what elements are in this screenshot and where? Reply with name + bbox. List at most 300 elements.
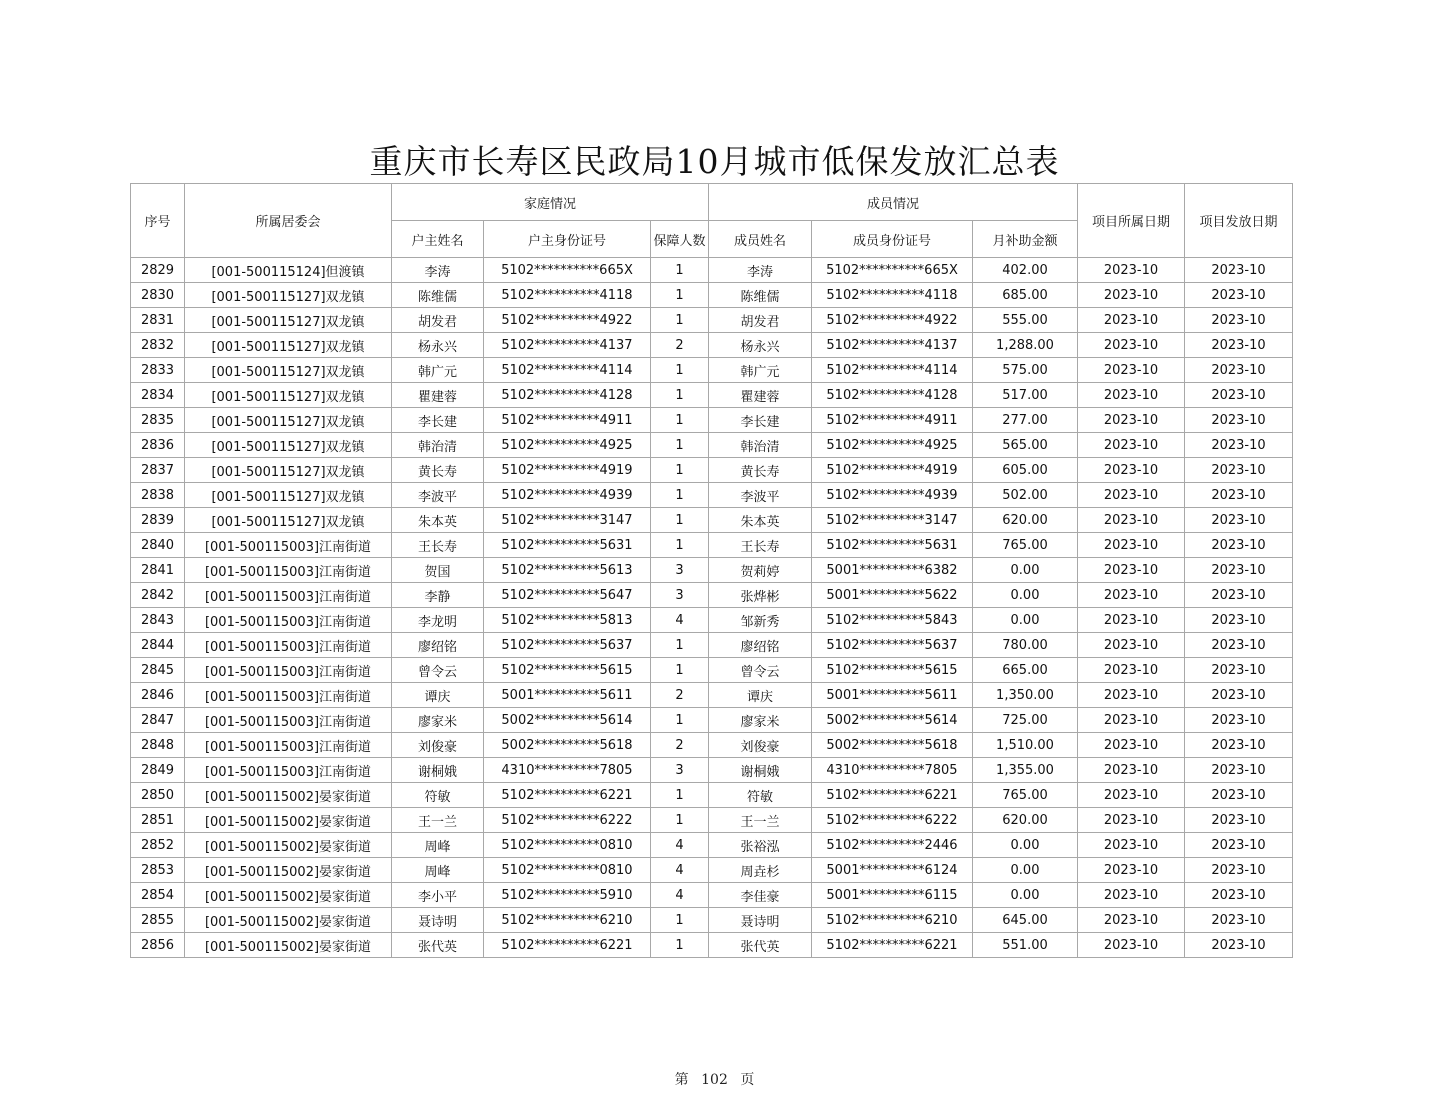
cell-issue-date: 2023-10 xyxy=(1185,533,1293,558)
cell-member-id: 5001**********5611 xyxy=(812,683,973,708)
cell-seq: 2848 xyxy=(131,733,185,758)
cell-project-date: 2023-10 xyxy=(1078,583,1185,608)
cell-member-name: 胡发君 xyxy=(709,308,812,333)
table-row xyxy=(131,258,1293,283)
cell-insured-count: 1 xyxy=(651,458,709,483)
cell-head-id: 5102**********4911 xyxy=(484,408,651,433)
cell-head-id: 5001**********5611 xyxy=(484,683,651,708)
table-row xyxy=(131,408,1293,433)
cell-committee: [001-500115002]晏家街道 xyxy=(185,833,392,858)
cell-issue-date: 2023-10 xyxy=(1185,683,1293,708)
cell-member-id: 5102**********4128 xyxy=(812,383,973,408)
cell-head-id: 5102**********0810 xyxy=(484,833,651,858)
cell-monthly-subsidy: 277.00 xyxy=(973,408,1078,433)
cell-seq: 2838 xyxy=(131,483,185,508)
table-row xyxy=(131,433,1293,458)
cell-seq: 2843 xyxy=(131,608,185,633)
header-member-name: 成员姓名 xyxy=(709,221,812,258)
cell-head-id: 5102**********5631 xyxy=(484,533,651,558)
cell-monthly-subsidy: 725.00 xyxy=(973,708,1078,733)
cell-member-id: 5102**********3147 xyxy=(812,508,973,533)
cell-committee: [001-500115003]江南街道 xyxy=(185,558,392,583)
cell-committee: [001-500115003]江南街道 xyxy=(185,758,392,783)
cell-project-date: 2023-10 xyxy=(1078,833,1185,858)
table-row xyxy=(131,933,1293,958)
cell-head-name: 李涛 xyxy=(392,258,484,283)
cell-monthly-subsidy: 0.00 xyxy=(973,558,1078,583)
cell-head-name: 周峰 xyxy=(392,833,484,858)
cell-member-id: 5102**********4114 xyxy=(812,358,973,383)
cell-head-name: 黄长寿 xyxy=(392,458,484,483)
cell-issue-date: 2023-10 xyxy=(1185,333,1293,358)
header-member-id: 成员身份证号 xyxy=(812,221,973,258)
cell-head-name: 韩治清 xyxy=(392,433,484,458)
cell-member-id: 4310**********7805 xyxy=(812,758,973,783)
cell-member-name: 张裕泓 xyxy=(709,833,812,858)
cell-seq: 2853 xyxy=(131,858,185,883)
cell-issue-date: 2023-10 xyxy=(1185,658,1293,683)
cell-head-id: 5102**********4925 xyxy=(484,433,651,458)
cell-project-date: 2023-10 xyxy=(1078,733,1185,758)
cell-project-date: 2023-10 xyxy=(1078,408,1185,433)
table-row xyxy=(131,533,1293,558)
table-row xyxy=(131,883,1293,908)
cell-committee: [001-500115003]江南街道 xyxy=(185,583,392,608)
cell-head-name: 李静 xyxy=(392,583,484,608)
cell-insured-count: 1 xyxy=(651,383,709,408)
cell-committee: [001-500115127]双龙镇 xyxy=(185,383,392,408)
cell-issue-date: 2023-10 xyxy=(1185,833,1293,858)
cell-issue-date: 2023-10 xyxy=(1185,883,1293,908)
header-committee: 所属居委会 xyxy=(185,184,392,258)
cell-head-name: 曾令云 xyxy=(392,658,484,683)
cell-issue-date: 2023-10 xyxy=(1185,358,1293,383)
cell-project-date: 2023-10 xyxy=(1078,458,1185,483)
cell-insured-count: 1 xyxy=(651,708,709,733)
cell-member-id: 5102**********6210 xyxy=(812,908,973,933)
table-row xyxy=(131,508,1293,533)
cell-member-id: 5001**********6115 xyxy=(812,883,973,908)
cell-head-name: 谭庆 xyxy=(392,683,484,708)
cell-project-date: 2023-10 xyxy=(1078,558,1185,583)
cell-head-name: 廖绍铭 xyxy=(392,633,484,658)
cell-monthly-subsidy: 1,510.00 xyxy=(973,733,1078,758)
cell-head-id: 5002**********5618 xyxy=(484,733,651,758)
cell-head-name: 李波平 xyxy=(392,483,484,508)
cell-insured-count: 1 xyxy=(651,933,709,958)
cell-member-name: 符敏 xyxy=(709,783,812,808)
cell-issue-date: 2023-10 xyxy=(1185,408,1293,433)
cell-seq: 2837 xyxy=(131,458,185,483)
cell-issue-date: 2023-10 xyxy=(1185,808,1293,833)
cell-committee: [001-500115003]江南街道 xyxy=(185,683,392,708)
cell-insured-count: 4 xyxy=(651,833,709,858)
cell-committee: [001-500115003]江南街道 xyxy=(185,733,392,758)
cell-monthly-subsidy: 765.00 xyxy=(973,533,1078,558)
cell-seq: 2854 xyxy=(131,883,185,908)
cell-head-name: 廖家米 xyxy=(392,708,484,733)
cell-project-date: 2023-10 xyxy=(1078,808,1185,833)
cell-head-id: 5102**********6210 xyxy=(484,908,651,933)
cell-issue-date: 2023-10 xyxy=(1185,258,1293,283)
cell-issue-date: 2023-10 xyxy=(1185,858,1293,883)
cell-member-name: 谭庆 xyxy=(709,683,812,708)
cell-monthly-subsidy: 0.00 xyxy=(973,583,1078,608)
cell-project-date: 2023-10 xyxy=(1078,708,1185,733)
cell-issue-date: 2023-10 xyxy=(1185,308,1293,333)
cell-seq: 2829 xyxy=(131,258,185,283)
cell-insured-count: 4 xyxy=(651,858,709,883)
cell-seq: 2846 xyxy=(131,683,185,708)
cell-issue-date: 2023-10 xyxy=(1185,908,1293,933)
table-row xyxy=(131,608,1293,633)
cell-monthly-subsidy: 0.00 xyxy=(973,858,1078,883)
table-row xyxy=(131,808,1293,833)
cell-seq: 2831 xyxy=(131,308,185,333)
cell-issue-date: 2023-10 xyxy=(1185,583,1293,608)
cell-issue-date: 2023-10 xyxy=(1185,283,1293,308)
footer-suffix: 页 xyxy=(740,1072,755,1088)
cell-member-id: 5102**********2446 xyxy=(812,833,973,858)
cell-project-date: 2023-10 xyxy=(1078,533,1185,558)
cell-head-id: 5102**********4939 xyxy=(484,483,651,508)
cell-member-id: 5102**********4922 xyxy=(812,308,973,333)
table-row xyxy=(131,908,1293,933)
cell-head-id: 5102**********4118 xyxy=(484,283,651,308)
cell-committee: [001-500115127]双龙镇 xyxy=(185,508,392,533)
cell-member-id: 5002**********5614 xyxy=(812,708,973,733)
table-row xyxy=(131,483,1293,508)
cell-project-date: 2023-10 xyxy=(1078,758,1185,783)
table-row xyxy=(131,358,1293,383)
cell-seq: 2844 xyxy=(131,633,185,658)
cell-committee: [001-500115127]双龙镇 xyxy=(185,433,392,458)
cell-issue-date: 2023-10 xyxy=(1185,508,1293,533)
table-row xyxy=(131,633,1293,658)
table-row xyxy=(131,283,1293,308)
cell-project-date: 2023-10 xyxy=(1078,633,1185,658)
cell-project-date: 2023-10 xyxy=(1078,383,1185,408)
cell-head-id: 5102**********5910 xyxy=(484,883,651,908)
cell-monthly-subsidy: 575.00 xyxy=(973,358,1078,383)
cell-head-id: 5102**********5615 xyxy=(484,658,651,683)
cell-committee: [001-500115003]江南街道 xyxy=(185,708,392,733)
cell-member-id: 5102**********5631 xyxy=(812,533,973,558)
cell-head-id: 5102**********4137 xyxy=(484,333,651,358)
header-seq: 序号 xyxy=(131,184,185,258)
cell-member-id: 5001**********5622 xyxy=(812,583,973,608)
cell-member-name: 朱本英 xyxy=(709,508,812,533)
cell-seq: 2840 xyxy=(131,533,185,558)
cell-member-name: 谢桐娥 xyxy=(709,758,812,783)
cell-member-name: 贺莉婷 xyxy=(709,558,812,583)
cell-seq: 2849 xyxy=(131,758,185,783)
cell-project-date: 2023-10 xyxy=(1078,358,1185,383)
cell-committee: [001-500115127]双龙镇 xyxy=(185,283,392,308)
cell-seq: 2856 xyxy=(131,933,185,958)
cell-committee: [001-500115127]双龙镇 xyxy=(185,408,392,433)
cell-issue-date: 2023-10 xyxy=(1185,633,1293,658)
cell-member-name: 廖家米 xyxy=(709,708,812,733)
cell-member-name: 聂诗明 xyxy=(709,908,812,933)
cell-member-id: 5102**********4939 xyxy=(812,483,973,508)
cell-seq: 2842 xyxy=(131,583,185,608)
cell-member-id: 5102**********4137 xyxy=(812,333,973,358)
cell-member-name: 曾令云 xyxy=(709,658,812,683)
table-row xyxy=(131,658,1293,683)
cell-issue-date: 2023-10 xyxy=(1185,608,1293,633)
cell-committee: [001-500115127]双龙镇 xyxy=(185,483,392,508)
cell-insured-count: 1 xyxy=(651,433,709,458)
table-row xyxy=(131,308,1293,333)
cell-member-name: 李长建 xyxy=(709,408,812,433)
cell-insured-count: 4 xyxy=(651,883,709,908)
cell-monthly-subsidy: 665.00 xyxy=(973,658,1078,683)
cell-member-name: 韩广元 xyxy=(709,358,812,383)
cell-head-id: 5002**********5614 xyxy=(484,708,651,733)
cell-head-name: 刘俊豪 xyxy=(392,733,484,758)
cell-insured-count: 1 xyxy=(651,408,709,433)
page-footer xyxy=(0,1069,1429,1089)
cell-project-date: 2023-10 xyxy=(1078,658,1185,683)
cell-head-id: 5102**********5813 xyxy=(484,608,651,633)
cell-head-name: 周峰 xyxy=(392,858,484,883)
table-row xyxy=(131,858,1293,883)
cell-committee: [001-500115127]双龙镇 xyxy=(185,333,392,358)
cell-head-id: 5102**********0810 xyxy=(484,858,651,883)
cell-insured-count: 2 xyxy=(651,333,709,358)
cell-head-id: 5102**********4128 xyxy=(484,383,651,408)
cell-committee: [001-500115127]双龙镇 xyxy=(185,358,392,383)
cell-seq: 2836 xyxy=(131,433,185,458)
cell-member-id: 5102**********4911 xyxy=(812,408,973,433)
cell-committee: [001-500115003]江南街道 xyxy=(185,608,392,633)
cell-head-name: 聂诗明 xyxy=(392,908,484,933)
cell-member-name: 王长寿 xyxy=(709,533,812,558)
cell-committee: [001-500115003]江南街道 xyxy=(185,633,392,658)
cell-head-name: 陈维儒 xyxy=(392,283,484,308)
cell-head-name: 胡发君 xyxy=(392,308,484,333)
cell-monthly-subsidy: 555.00 xyxy=(973,308,1078,333)
cell-member-name: 张代英 xyxy=(709,933,812,958)
cell-insured-count: 1 xyxy=(651,908,709,933)
table-row xyxy=(131,458,1293,483)
cell-insured-count: 1 xyxy=(651,308,709,333)
table-row xyxy=(131,333,1293,358)
cell-committee: [001-500115003]江南街道 xyxy=(185,658,392,683)
cell-member-name: 张烨彬 xyxy=(709,583,812,608)
cell-issue-date: 2023-10 xyxy=(1185,783,1293,808)
header-head-name: 户主姓名 xyxy=(392,221,484,258)
cell-member-id: 5102**********4118 xyxy=(812,283,973,308)
cell-monthly-subsidy: 1,288.00 xyxy=(973,333,1078,358)
cell-monthly-subsidy: 0.00 xyxy=(973,608,1078,633)
cell-member-id: 5102**********5637 xyxy=(812,633,973,658)
cell-monthly-subsidy: 0.00 xyxy=(973,883,1078,908)
cell-member-id: 5102**********4919 xyxy=(812,458,973,483)
cell-project-date: 2023-10 xyxy=(1078,683,1185,708)
cell-insured-count: 3 xyxy=(651,583,709,608)
cell-head-id: 5102**********4919 xyxy=(484,458,651,483)
cell-member-name: 刘俊豪 xyxy=(709,733,812,758)
table-row xyxy=(131,683,1293,708)
header-project-date: 项目所属日期 xyxy=(1078,184,1185,258)
cell-monthly-subsidy: 765.00 xyxy=(973,783,1078,808)
table-row xyxy=(131,708,1293,733)
page-number: 102 xyxy=(701,1072,728,1088)
cell-committee: [001-500115002]晏家街道 xyxy=(185,908,392,933)
table-row xyxy=(131,758,1293,783)
cell-member-name: 黄长寿 xyxy=(709,458,812,483)
cell-seq: 2835 xyxy=(131,408,185,433)
cell-project-date: 2023-10 xyxy=(1078,258,1185,283)
cell-member-id: 5002**********5618 xyxy=(812,733,973,758)
cell-issue-date: 2023-10 xyxy=(1185,708,1293,733)
cell-issue-date: 2023-10 xyxy=(1185,558,1293,583)
cell-member-id: 5102**********6222 xyxy=(812,808,973,833)
cell-head-name: 瞿建蓉 xyxy=(392,383,484,408)
table-header xyxy=(131,184,1293,258)
cell-insured-count: 3 xyxy=(651,558,709,583)
cell-project-date: 2023-10 xyxy=(1078,608,1185,633)
cell-seq: 2845 xyxy=(131,658,185,683)
footer-prefix: 第 xyxy=(674,1072,689,1088)
header-member-group: 成员情况 xyxy=(709,184,1078,221)
cell-issue-date: 2023-10 xyxy=(1185,483,1293,508)
cell-project-date: 2023-10 xyxy=(1078,333,1185,358)
cell-monthly-subsidy: 620.00 xyxy=(973,808,1078,833)
table-row xyxy=(131,383,1293,408)
cell-monthly-subsidy: 565.00 xyxy=(973,433,1078,458)
table-body xyxy=(131,258,1293,958)
cell-committee: [001-500115002]晏家街道 xyxy=(185,783,392,808)
cell-member-name: 李波平 xyxy=(709,483,812,508)
cell-seq: 2839 xyxy=(131,508,185,533)
cell-member-name: 韩治清 xyxy=(709,433,812,458)
cell-head-id: 5102**********4114 xyxy=(484,358,651,383)
cell-insured-count: 2 xyxy=(651,733,709,758)
cell-head-name: 李长建 xyxy=(392,408,484,433)
table-row xyxy=(131,833,1293,858)
cell-monthly-subsidy: 1,350.00 xyxy=(973,683,1078,708)
cell-head-name: 韩广元 xyxy=(392,358,484,383)
cell-project-date: 2023-10 xyxy=(1078,933,1185,958)
header-monthly-subsidy: 月补助金额 xyxy=(973,221,1078,258)
cell-head-id: 5102**********5637 xyxy=(484,633,651,658)
cell-member-id: 5001**********6124 xyxy=(812,858,973,883)
header-family-group: 家庭情况 xyxy=(392,184,709,221)
cell-member-name: 邹新秀 xyxy=(709,608,812,633)
cell-head-name: 符敏 xyxy=(392,783,484,808)
cell-insured-count: 1 xyxy=(651,508,709,533)
cell-committee: [001-500115002]晏家街道 xyxy=(185,808,392,833)
cell-monthly-subsidy: 780.00 xyxy=(973,633,1078,658)
cell-issue-date: 2023-10 xyxy=(1185,458,1293,483)
cell-project-date: 2023-10 xyxy=(1078,858,1185,883)
cell-committee: [001-500115127]双龙镇 xyxy=(185,308,392,333)
cell-project-date: 2023-10 xyxy=(1078,308,1185,333)
cell-head-name: 王长寿 xyxy=(392,533,484,558)
cell-head-name: 贺国 xyxy=(392,558,484,583)
cell-seq: 2832 xyxy=(131,333,185,358)
cell-issue-date: 2023-10 xyxy=(1185,433,1293,458)
cell-head-name: 张代英 xyxy=(392,933,484,958)
header-insured-count: 保障人数 xyxy=(651,221,709,258)
cell-head-name: 谢桐娥 xyxy=(392,758,484,783)
header-head-id: 户主身份证号 xyxy=(484,221,651,258)
cell-member-id: 5102**********6221 xyxy=(812,933,973,958)
cell-insured-count: 4 xyxy=(651,608,709,633)
cell-committee: [001-500115124]但渡镇 xyxy=(185,258,392,283)
cell-committee: [001-500115002]晏家街道 xyxy=(185,883,392,908)
cell-head-id: 5102**********6222 xyxy=(484,808,651,833)
cell-seq: 2841 xyxy=(131,558,185,583)
cell-seq: 2855 xyxy=(131,908,185,933)
cell-insured-count: 1 xyxy=(651,283,709,308)
cell-insured-count: 1 xyxy=(651,533,709,558)
cell-head-id: 5102**********5647 xyxy=(484,583,651,608)
header-issue-date: 项目发放日期 xyxy=(1185,184,1293,258)
cell-seq: 2850 xyxy=(131,783,185,808)
table-row xyxy=(131,783,1293,808)
cell-project-date: 2023-10 xyxy=(1078,883,1185,908)
cell-project-date: 2023-10 xyxy=(1078,483,1185,508)
cell-head-name: 王一兰 xyxy=(392,808,484,833)
cell-issue-date: 2023-10 xyxy=(1185,933,1293,958)
page-title: 重庆市长寿区民政局10月城市低保发放汇总表 xyxy=(369,142,1060,181)
table-row xyxy=(131,583,1293,608)
cell-member-id: 5102**********4925 xyxy=(812,433,973,458)
cell-member-id: 5102**********6221 xyxy=(812,783,973,808)
cell-insured-count: 1 xyxy=(651,483,709,508)
cell-monthly-subsidy: 645.00 xyxy=(973,908,1078,933)
cell-head-name: 朱本英 xyxy=(392,508,484,533)
cell-member-name: 瞿建蓉 xyxy=(709,383,812,408)
cell-insured-count: 2 xyxy=(651,683,709,708)
cell-project-date: 2023-10 xyxy=(1078,783,1185,808)
cell-head-id: 5102**********6221 xyxy=(484,933,651,958)
cell-project-date: 2023-10 xyxy=(1078,508,1185,533)
cell-seq: 2847 xyxy=(131,708,185,733)
cell-member-name: 陈维儒 xyxy=(709,283,812,308)
cell-head-id: 5102**********665X xyxy=(484,258,651,283)
cell-monthly-subsidy: 1,355.00 xyxy=(973,758,1078,783)
cell-seq: 2852 xyxy=(131,833,185,858)
cell-committee: [001-500115127]双龙镇 xyxy=(185,458,392,483)
cell-committee: [001-500115002]晏家街道 xyxy=(185,858,392,883)
cell-insured-count: 1 xyxy=(651,808,709,833)
cell-head-id: 5102**********4922 xyxy=(484,308,651,333)
cell-head-id: 5102**********5613 xyxy=(484,558,651,583)
cell-member-name: 杨永兴 xyxy=(709,333,812,358)
cell-member-id: 5102**********5615 xyxy=(812,658,973,683)
cell-head-name: 李龙明 xyxy=(392,608,484,633)
cell-monthly-subsidy: 0.00 xyxy=(973,833,1078,858)
cell-monthly-subsidy: 502.00 xyxy=(973,483,1078,508)
cell-monthly-subsidy: 402.00 xyxy=(973,258,1078,283)
cell-monthly-subsidy: 517.00 xyxy=(973,383,1078,408)
cell-member-id: 5102**********5843 xyxy=(812,608,973,633)
cell-seq: 2833 xyxy=(131,358,185,383)
cell-insured-count: 1 xyxy=(651,783,709,808)
cell-monthly-subsidy: 620.00 xyxy=(973,508,1078,533)
cell-issue-date: 2023-10 xyxy=(1185,383,1293,408)
cell-member-name: 李涛 xyxy=(709,258,812,283)
cell-member-id: 5001**********6382 xyxy=(812,558,973,583)
cell-project-date: 2023-10 xyxy=(1078,283,1185,308)
cell-issue-date: 2023-10 xyxy=(1185,758,1293,783)
cell-monthly-subsidy: 551.00 xyxy=(973,933,1078,958)
